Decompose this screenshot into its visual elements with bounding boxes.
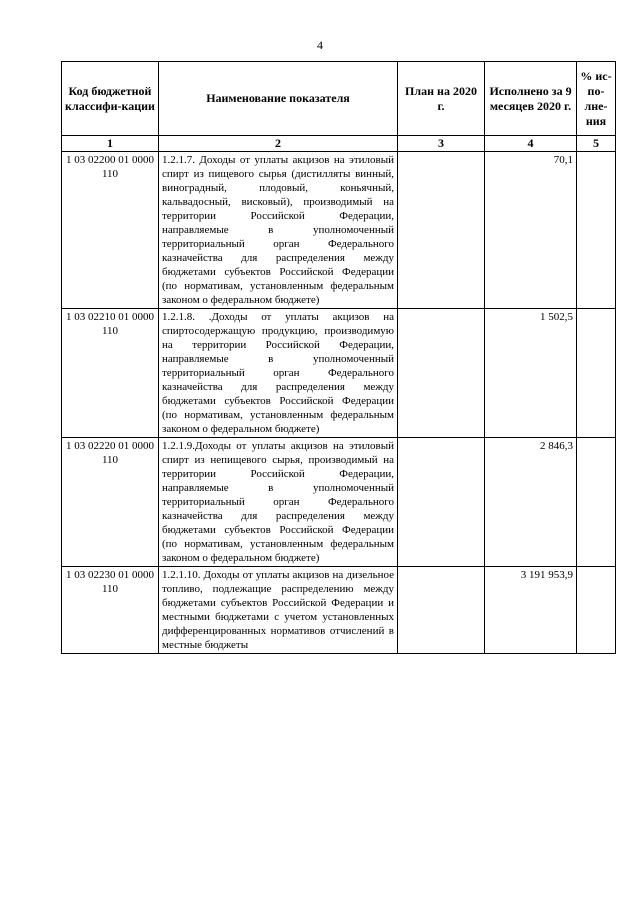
row-name: 1.2.1.8. .Доходы от уплаты акцизов на спиртосодержащую продукцию, производимую на территории Российской Федерации, направляемые в уполномоченный территориальный орган Федерального казначейства для распределения между бюджетами субъектов Российской Федерации (по нормативам, установленным федеральным законом о федеральном бюджете)	[159, 309, 398, 438]
column-number: 3	[398, 136, 485, 152]
header-percent: % ис-по-лне-ния	[577, 62, 616, 136]
row-name: 1.2.1.9.Доходы от уплаты акцизов на этиловый спирт из непищевого сырья, производимый на территории Российской Федерации, направляемые в уполномоченный территориальный орган Федерального казначейства для распределения между бюджетами субъектов Российской Федерации (по нормативам, установленным федеральным законом о федеральном бюджете)	[159, 438, 398, 567]
row-executed: 3 191 953,9	[485, 567, 577, 654]
row-name: 1.2.1.7. Доходы от уплаты акцизов на этиловый спирт из пищевого сырья (дистилляты винный, виноградный, плодовый, коньячный, кальвадосный, висковый), производимый на территории Российской Федерации, направляемые в уполномоченный территориальный орган Федерального казначейства для распределения между бюджетами субъектов Российской Федерации (по нормативам, установленным федеральным законом о федеральном бюджете)	[159, 152, 398, 309]
column-number-row	[62, 136, 616, 152]
table-row	[62, 152, 616, 309]
row-executed: 70,1	[485, 152, 577, 309]
row-percent	[577, 309, 616, 438]
column-number: 4	[485, 136, 577, 152]
row-percent	[577, 152, 616, 309]
row-percent	[577, 567, 616, 654]
row-code: 1 03 02200 01 0000 110	[62, 152, 159, 309]
row-executed: 1 502,5	[485, 309, 577, 438]
header-executed: Исполнено за 9 месяцев 2020 г.	[485, 62, 577, 136]
column-number: 5	[577, 136, 616, 152]
table-row	[62, 438, 616, 567]
header-row	[62, 62, 616, 136]
table-row	[62, 567, 616, 654]
budget-table	[61, 61, 616, 654]
column-number: 2	[159, 136, 398, 152]
table-row	[62, 309, 616, 438]
row-plan	[398, 567, 485, 654]
row-code: 1 03 02230 01 0000 110	[62, 567, 159, 654]
header-name: Наименование показателя	[159, 62, 398, 136]
header-code: Код бюджетной классифи-кации	[62, 62, 159, 136]
header-plan: План на 2020 г.	[398, 62, 485, 136]
row-percent	[577, 438, 616, 567]
row-plan	[398, 309, 485, 438]
row-code: 1 03 02210 01 0000 110	[62, 309, 159, 438]
row-executed: 2 846,3	[485, 438, 577, 567]
column-number: 1	[62, 136, 159, 152]
row-plan	[398, 438, 485, 567]
row-name: 1.2.1.10. Доходы от уплаты акцизов на дизельное топливо, подлежащие распределению между бюджетами субъектов Российской Федерации и местными бюджетами с учетом установленных дифференцированных нормативов отчислений в местные бюджеты	[159, 567, 398, 654]
row-plan	[398, 152, 485, 309]
page-number: 4	[317, 38, 323, 52]
row-code: 1 03 02220 01 0000 110	[62, 438, 159, 567]
